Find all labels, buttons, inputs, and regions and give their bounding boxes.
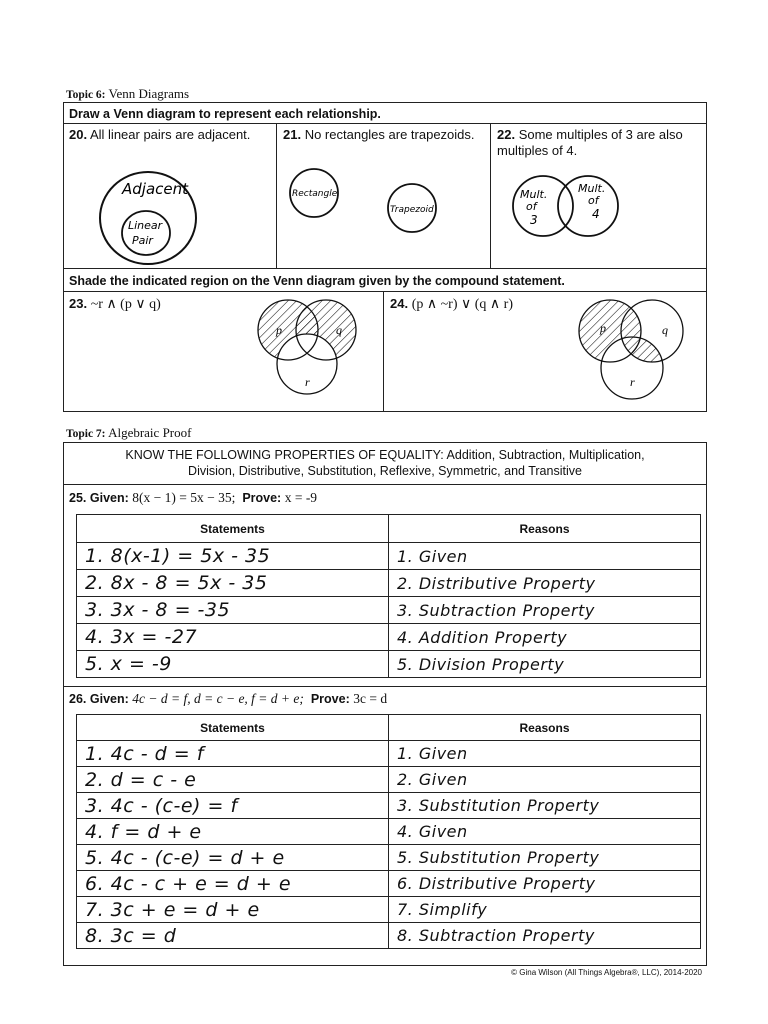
- divider: [63, 686, 707, 687]
- statement-cell: 6. 4c - c + e = d + e: [77, 871, 389, 897]
- table-row: [77, 570, 701, 597]
- venn-label-of: of: [526, 200, 537, 213]
- reason-cell: 6. Distributive Property: [389, 871, 701, 897]
- problem-number: 24.: [390, 296, 409, 311]
- divider: [490, 123, 491, 268]
- table-row: [77, 651, 701, 678]
- venn-label-r: r: [630, 375, 635, 389]
- proof-table-25: [76, 514, 701, 678]
- problem-text: All linear pairs are adjacent.: [89, 127, 251, 142]
- reason-cell: 3. Substitution Property: [389, 793, 701, 819]
- topic-6-title: Venn Diagrams: [108, 86, 190, 101]
- table-row: [77, 923, 701, 949]
- divider: [63, 291, 707, 292]
- venn-label-3: 3: [530, 213, 538, 227]
- venn-label-q: q: [662, 323, 668, 337]
- statement-cell: 2. d = c - e: [77, 767, 389, 793]
- table-row: [77, 819, 701, 845]
- venn-label-trapezoid: Trapezoid: [390, 205, 434, 215]
- venn-label-of: of: [588, 194, 599, 207]
- problem-25: [69, 490, 317, 506]
- divider: [383, 291, 384, 412]
- venn-diagram-20: [96, 166, 206, 266]
- statement-cell: 1. 4c - d = f: [77, 741, 389, 767]
- table-row: [77, 741, 701, 767]
- compound-statement: (p ∧ ~r) ∨ (q ∧ r): [411, 297, 513, 312]
- table-row: [77, 624, 701, 651]
- statement-cell: 3. 4c - (c-e) = f: [77, 793, 389, 819]
- table-row: [77, 767, 701, 793]
- reason-cell: 5. Division Property: [389, 651, 701, 678]
- proof-table-26: [76, 714, 701, 949]
- venn-label-p: p: [600, 321, 606, 335]
- statement-cell: 5. x = -9: [77, 651, 389, 678]
- problem-number: 21.: [283, 127, 302, 142]
- problem-21: [283, 127, 483, 143]
- divider: [63, 123, 707, 124]
- reason-cell: 5. Substitution Property: [389, 845, 701, 871]
- statement-cell: 3. 3x - 8 = -35: [77, 597, 389, 624]
- reason-cell: 8. Subtraction Property: [389, 923, 701, 949]
- table-row: [77, 597, 701, 624]
- problem-23: [69, 296, 161, 313]
- topic-6-heading: [66, 86, 189, 102]
- properties-line-1: KNOW THE FOLLOWING PROPERTIES OF EQUALITY: Addition, Subtraction, Multiplication,: [125, 448, 645, 462]
- topic-7-label: Topic 7:: [66, 428, 106, 440]
- statement-cell: 7. 3c + e = d + e: [77, 897, 389, 923]
- statement-cell: 1. 8(x-1) = 5x - 35: [77, 543, 389, 570]
- problem-24: [390, 296, 513, 313]
- divider: [276, 123, 277, 268]
- reason-cell: 4. Addition Property: [389, 624, 701, 651]
- reason-cell: 2. Given: [389, 767, 701, 793]
- reasons-header: Reasons: [389, 515, 701, 543]
- venn-diagram-21: [284, 168, 444, 238]
- reason-cell: 2. Distributive Property: [389, 570, 701, 597]
- venn-label-mult-4: Mult.: [578, 182, 606, 195]
- prove-statement: x = -9: [284, 490, 318, 505]
- given-label: Given:: [89, 692, 129, 706]
- venn-label-q: q: [336, 323, 342, 337]
- divider: [63, 484, 707, 485]
- statements-header: Statements: [77, 715, 389, 741]
- table-row: [77, 793, 701, 819]
- problem-22: [497, 127, 697, 159]
- problem-number: 23.: [69, 296, 88, 311]
- reason-cell: 4. Given: [389, 819, 701, 845]
- reason-cell: 1. Given: [389, 543, 701, 570]
- venn-diagram-22: [508, 170, 628, 245]
- table-row: [77, 845, 701, 871]
- problem-number: 25.: [69, 491, 87, 505]
- given-statement: 8(x − 1) = 5x − 35;: [132, 490, 236, 505]
- reasons-header: Reasons: [389, 715, 701, 741]
- reason-cell: 3. Subtraction Property: [389, 597, 701, 624]
- venn-shade-instructions: Shade the indicated region on the Venn diagram given by the compound statement.: [69, 274, 565, 288]
- compound-statement: ~r ∧ (p ∨ q): [90, 297, 161, 312]
- statement-cell: 8. 3c = d: [77, 923, 389, 949]
- venn-label-pair: Pair: [132, 234, 153, 247]
- table-row: [77, 897, 701, 923]
- venn-diagram-24: [572, 296, 702, 406]
- problem-number: 26.: [69, 692, 87, 706]
- statement-cell: 4. f = d + e: [77, 819, 389, 845]
- problem-20: [69, 127, 269, 143]
- statement-cell: 5. 4c - (c-e) = d + e: [77, 845, 389, 871]
- properties-line-2: Division, Distributive, Substitution, Reflexive, Symmetric, and Transitive: [188, 464, 582, 478]
- table-row: [77, 871, 701, 897]
- prove-label: Prove:: [242, 491, 282, 505]
- given-label: Given:: [89, 491, 129, 505]
- problem-text: Some multiples of 3 are also multiples of 4.: [497, 127, 683, 158]
- venn-draw-instructions: Draw a Venn diagram to represent each relationship.: [69, 107, 381, 121]
- statement-cell: 4. 3x = -27: [77, 624, 389, 651]
- given-statement: 4c − d = f, d = c − e, f = d + e;: [132, 691, 304, 706]
- venn-label-p: p: [276, 323, 282, 337]
- problem-text: No rectangles are trapezoids.: [304, 127, 475, 142]
- venn-label-adjacent: Adjacent: [122, 180, 189, 198]
- statement-cell: 2. 8x - 8 = 5x - 35: [77, 570, 389, 597]
- reason-cell: 7. Simplify: [389, 897, 701, 923]
- venn-label-4: 4: [592, 207, 600, 221]
- venn-label-linear: Linear: [128, 219, 163, 232]
- problem-26: [69, 691, 387, 707]
- copyright-notice: © Gina Wilson (All Things Algebra®, LLC), 2014-2020: [511, 968, 702, 977]
- venn-label-r: r: [305, 375, 310, 389]
- topic-7-heading: [66, 425, 191, 441]
- properties-note: [63, 447, 707, 479]
- problem-number: 20.: [69, 127, 88, 142]
- problem-number: 22.: [497, 127, 516, 142]
- statements-header: Statements: [77, 515, 389, 543]
- reason-cell: 1. Given: [389, 741, 701, 767]
- prove-statement: 3c = d: [353, 691, 388, 706]
- venn-label-rectangle: Rectangle: [292, 189, 338, 199]
- topic-6-label: Topic 6:: [66, 89, 106, 101]
- venn-diagram-23: [250, 296, 370, 406]
- topic-7-title: Algebraic Proof: [108, 425, 192, 440]
- prove-label: Prove:: [310, 692, 350, 706]
- venn-label-mult-3: Mult.: [520, 188, 548, 201]
- divider: [63, 268, 707, 269]
- table-row: [77, 543, 701, 570]
